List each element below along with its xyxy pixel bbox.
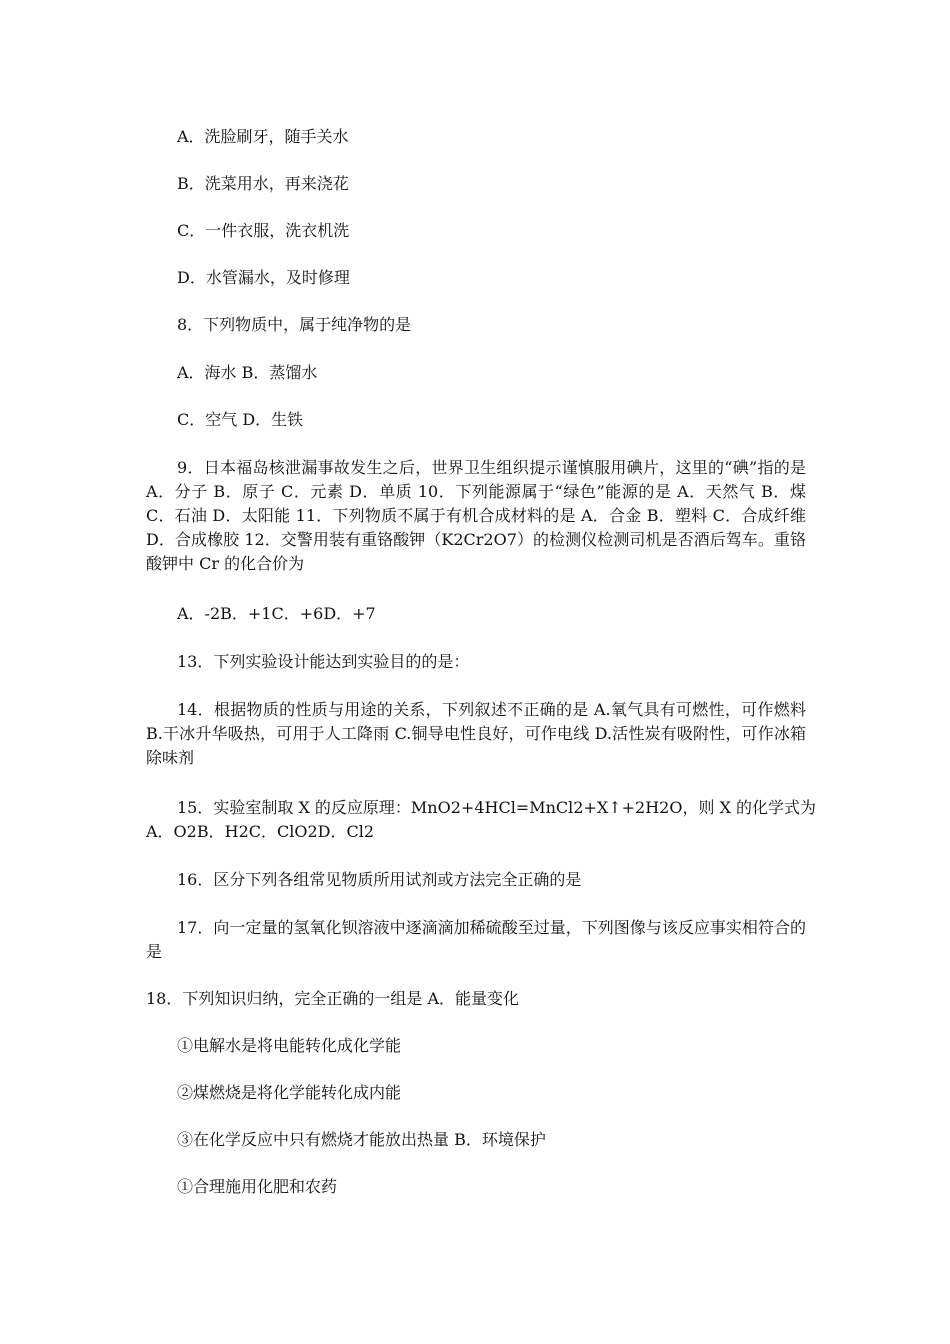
q7-option-c: C．一件衣服，洗衣机洗 xyxy=(177,221,350,240)
q7-option-a: A．洗脸刷牙，随手关水 xyxy=(177,127,349,146)
question-16: 16．区分下列各组常见物质所用试剂或方法完全正确的是 xyxy=(177,870,582,889)
question-17: 17．向一定量的氢氧化钡溶液中逐滴滴加稀硫酸至过量，下列图像与该反应事实相符合的是 xyxy=(146,918,806,961)
q8-options-cd: C．空气 D．生铁 xyxy=(177,410,304,429)
q15-options: A．O2B．H2C．ClO2D．Cl2 xyxy=(146,822,375,841)
q18-item-1: ①电解水是将电能转化成化学能 xyxy=(177,1036,402,1055)
q7-option-d: D．水管漏水，及时修理 xyxy=(177,268,350,287)
question-8: 8．下列物质中，属于纯净物的是 xyxy=(177,315,412,334)
q7-option-b: B．洗菜用水，再来浇花 xyxy=(177,174,349,193)
question-18: 18．下列知识归纳，完全正确的一组是 A．能量变化 xyxy=(146,989,520,1008)
question-13: 13．下列实验设计能达到实验目的的是： xyxy=(177,652,470,671)
q18-item-3: ③在化学反应中只有燃烧才能放出热量 B．环境保护 xyxy=(177,1130,546,1149)
q18-item-4: ①合理施用化肥和农药 xyxy=(177,1177,338,1196)
q12-options: A．-2B．+1C．+6D．+7 xyxy=(177,604,376,623)
question-15: 15．实验室制取 X 的反应原理：MnO2+4HCl=MnCl2+X↑+2H2O，则 X 的化学式为 xyxy=(177,798,817,817)
questions-9-to-12: 9．日本福岛核泄漏事故发生之后，世界卫生组织提示谨慎服用碘片，这里的“碘”指的是 A．分子 B．原子 C．元素 D．单质 10．下列能源属于“绿色”能源的是 A．天然气 B．煤 C．石油 D．太阳能 11．下列物质不属于有机合成材料的是 A．合金 B．塑料 C．合成纤维 D．合成橡胶 12．交警用装有重铬酸钾（K2Cr2O7）的检测仪检测司机是否酒后驾车。重铬酸钾中 Cr 的化合价为 xyxy=(146,458,806,573)
question-14: 14．根据物质的性质与用途的关系，下列叙述不正确的是 A.氧气具有可燃性，可作燃料 B.干冰升华吸热，可用于人工降雨 C.铜导电性良好，可作电线 D.活性炭有吸附性，可作冰箱除味剂 xyxy=(146,700,806,767)
q8-options-ab: A．海水 B．蒸馏水 xyxy=(177,363,318,382)
q18-item-2: ②煤燃烧是将化学能转化成内能 xyxy=(177,1083,402,1102)
